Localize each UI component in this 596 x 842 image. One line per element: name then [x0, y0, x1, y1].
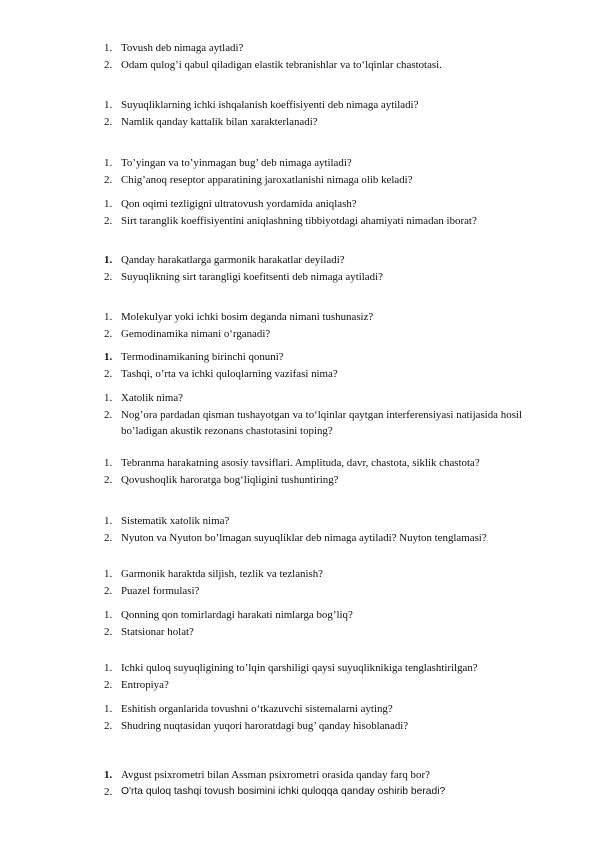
question-item	[104, 767, 522, 784]
question-item	[104, 213, 522, 230]
question-item	[104, 566, 522, 583]
item-text: Qovushoqlik haroratga bog‘liqligini tushuntiring?	[121, 473, 339, 486]
question-group-14	[104, 701, 522, 734]
item-text: Sistematik xatolik nima?	[121, 515, 230, 527]
question-item	[104, 97, 522, 114]
question-group-4	[104, 196, 522, 229]
question-item	[104, 784, 522, 801]
question-item	[104, 530, 522, 547]
question-item	[104, 455, 522, 472]
item-text: Statsionar holat?	[121, 625, 194, 638]
item-text: Suyuqliklarning ichki ishqalanish koeffisiyenti deb nimaga aytiladi?	[121, 99, 419, 111]
item-number: 2.	[104, 214, 113, 227]
item-number: 1.	[104, 42, 113, 54]
item-number: 1.	[104, 351, 113, 363]
item-text: Nog’ora pardadan qisman tushayotgan va to‘lqinlar qaytgan interferensiyasi natijasida hosil bo’ladigan akustik rezonans chastotasini toping?	[121, 408, 522, 437]
item-text: Shudring nuqtasidan yuqori haroratdagi bug’ qanday hisoblanadi?	[121, 719, 409, 732]
item-number: 2.	[104, 625, 113, 638]
item-number: 2.	[104, 115, 113, 128]
question-item	[104, 390, 522, 407]
question-group-11	[104, 566, 522, 599]
item-number: 2.	[104, 173, 113, 186]
question-item	[104, 583, 522, 600]
item-text: Tebranma harakatning asosiy tavsiflari. Amplituda, davr, chastota, siklik chastota?	[121, 457, 480, 469]
question-group-5	[104, 252, 522, 285]
question-item	[104, 309, 522, 326]
question-item	[104, 40, 522, 57]
item-number: 1.	[104, 392, 113, 404]
item-number: 2.	[104, 531, 113, 544]
question-item	[104, 607, 522, 624]
item-number: 1.	[104, 311, 113, 323]
item-number: 2.	[104, 785, 113, 798]
item-text: O'rta quloq tashqi tovush bosimini ichki quloqqa qanday oshirib beradi?	[121, 785, 446, 797]
question-group-3	[104, 155, 522, 188]
item-number: 1.	[104, 198, 113, 210]
question-item	[104, 718, 522, 735]
question-item	[104, 326, 522, 343]
item-text: Odam qulog’i qabul qiladigan elastik tebranishlar va to‘lqinlar chastotasi.	[121, 58, 442, 71]
question-group-12	[104, 607, 522, 640]
question-group-8	[104, 390, 522, 440]
item-text: Nyuton va Nyuton bo’lmagan suyuqliklar deb nimaga aytiladi? Nuyton tenglamasi?	[121, 531, 487, 544]
question-group-1	[104, 40, 522, 73]
item-number: 1.	[104, 457, 113, 469]
item-text: Qonning qon tomirlardagi harakati nimlarga bog’liq?	[121, 609, 353, 621]
item-text: Xatolik nima?	[121, 392, 183, 404]
question-group-13	[104, 660, 522, 693]
question-group-6	[104, 309, 522, 342]
item-number: 1.	[104, 515, 113, 527]
item-number: 2.	[104, 270, 113, 283]
question-item	[104, 472, 522, 489]
question-item	[104, 114, 522, 131]
question-item	[104, 624, 522, 641]
item-text: Suyuqlikning sirt tarangligi koefitsenti deb nimaga aytiladi?	[121, 270, 383, 283]
item-number: 2.	[104, 584, 113, 597]
item-number: 1.	[104, 609, 113, 621]
item-number: 2.	[104, 408, 113, 421]
item-text: Garmonik haraktda siljish, tezlik va tezlanish?	[121, 568, 324, 580]
question-item	[104, 252, 522, 269]
item-text: Qanday harakatlarga garmonik harakatlar deyiladi?	[121, 254, 345, 266]
item-text: Sirt taranglik koeffisiyentini aniqlashning tibbiyotdagi ahamiyati nimadan iborat?	[121, 214, 477, 227]
question-group-15	[104, 767, 522, 800]
item-number: 1.	[104, 769, 113, 781]
item-number: 1.	[104, 99, 113, 111]
question-group-10	[104, 513, 522, 546]
item-number: 1.	[104, 662, 113, 674]
question-item	[104, 513, 522, 530]
question-item	[104, 57, 522, 74]
item-text: Chig’anoq reseptor apparatining jaroxatlanishi nimaga olib keladi?	[121, 173, 413, 186]
question-item	[104, 366, 522, 383]
question-item	[104, 407, 522, 440]
item-text: Entropiya?	[121, 678, 169, 691]
item-number: 1.	[104, 157, 113, 169]
item-text: Molekulyar yoki ichki bosim deganda nimani tushunasiz?	[121, 311, 374, 323]
item-text: Qon oqimi tezligigni ultratovush yordamida aniqlash?	[121, 198, 357, 210]
item-text: Ichki quloq suyuqligining to’lqin qarshiligi qaysi suyuqliknikiga tenglashtirilgan?	[121, 662, 478, 674]
item-text: Eshitish organlarida tovushni o‘tkazuvchi sistemalarni ayting?	[121, 703, 393, 715]
item-number: 1.	[104, 254, 113, 266]
item-number: 2.	[104, 58, 113, 71]
item-text: Puazel formulasi?	[121, 584, 200, 597]
item-text: Termodinamikaning birinchi qonuni?	[121, 351, 284, 363]
question-item	[104, 196, 522, 213]
item-number: 2.	[104, 367, 113, 380]
question-item	[104, 155, 522, 172]
item-number: 2.	[104, 473, 113, 486]
question-item	[104, 677, 522, 694]
item-text: Avgust psixrometri bilan Assman psixrometri orasida qanday farq bor?	[121, 769, 430, 781]
question-item	[104, 701, 522, 718]
question-item	[104, 349, 522, 366]
item-text: Tashqi, o’rta va ichki quloqlarning vazifasi nima?	[121, 367, 338, 380]
item-text: Tovush deb nimaga aytladi?	[121, 42, 244, 54]
item-number: 2.	[104, 678, 113, 691]
question-item	[104, 660, 522, 677]
question-item	[104, 172, 522, 189]
item-number: 1.	[104, 703, 113, 715]
item-text: Gemodinamika nimani o‘rganadi?	[121, 327, 271, 340]
item-text: To’yingan va to’yinmagan bug’ deb nimaga aytiladi?	[121, 157, 352, 169]
question-item	[104, 269, 522, 286]
item-number: 2.	[104, 719, 113, 732]
question-group-2	[104, 97, 522, 130]
question-group-7	[104, 349, 522, 382]
item-number: 1.	[104, 568, 113, 580]
question-group-9	[104, 455, 522, 488]
item-text: Namlik qanday kattalik bilan xarakterlanadi?	[121, 115, 318, 128]
item-number: 2.	[104, 327, 113, 340]
